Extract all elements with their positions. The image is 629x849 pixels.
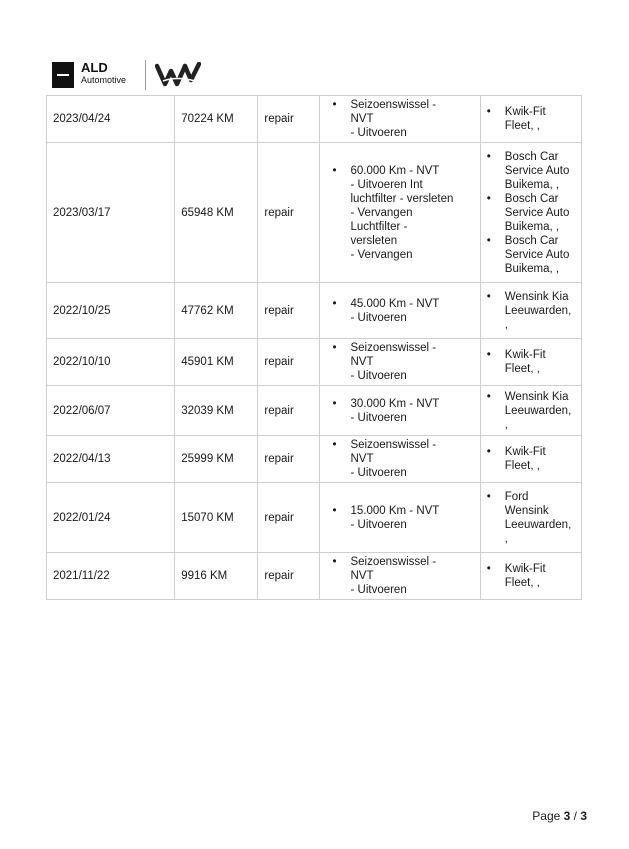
page-separator: / xyxy=(573,809,581,823)
type-cell: repair xyxy=(258,96,320,143)
garage-line: Service Auto xyxy=(504,206,570,219)
type-cell: repair xyxy=(258,339,320,386)
garage-item xyxy=(485,562,577,590)
work-line: - Vervangen xyxy=(350,248,413,261)
table-row xyxy=(47,143,582,283)
work-line: NVT xyxy=(350,570,374,582)
work-line: - Vervangen xyxy=(350,206,413,219)
work-line: luchtfilter - versleten xyxy=(350,192,454,205)
garage-line: • Ford xyxy=(504,490,529,503)
garage-line: • Bosch Car xyxy=(504,234,559,247)
work-cell xyxy=(320,553,480,600)
service-history-table xyxy=(46,95,582,600)
garage-line: Leeuwarden, xyxy=(504,304,572,317)
work-line: - Uitvoeren xyxy=(350,127,407,139)
garage-cell xyxy=(480,143,581,283)
garage-cell xyxy=(480,96,581,143)
type-cell: repair xyxy=(258,283,320,339)
work-line: - Uitvoeren xyxy=(350,411,407,424)
garage-item xyxy=(485,105,577,133)
date-cell: 2022/01/24 xyxy=(47,483,175,553)
garage-line: Leeuwarden, xyxy=(504,404,572,417)
work-item xyxy=(330,504,473,532)
work-cell xyxy=(320,96,480,143)
work-list xyxy=(330,164,473,262)
brand-subtitle: Automotive xyxy=(81,75,127,85)
garage-item xyxy=(485,390,577,432)
date-cell: 2022/06/07 xyxy=(47,386,175,436)
work-item xyxy=(330,438,473,480)
table-row xyxy=(47,553,582,600)
garage-line: • Kwik-Fit xyxy=(504,349,546,361)
work-line: • Seizoenswissel - xyxy=(350,342,437,354)
work-line: • Seizoenswissel - xyxy=(350,439,437,451)
type-cell: repair xyxy=(258,143,320,283)
page-total: 3 xyxy=(580,809,587,823)
date-cell: 2023/04/24 xyxy=(47,96,175,143)
type-cell: repair xyxy=(258,553,320,600)
garage-list xyxy=(485,348,577,376)
garage-list xyxy=(485,490,577,546)
garage-item xyxy=(485,234,577,276)
work-item xyxy=(330,555,473,597)
garage-line: Buikema, , xyxy=(504,220,560,233)
garage-line: Fleet, , xyxy=(504,120,540,132)
mileage-cell: 47762 KM xyxy=(175,283,258,339)
work-line: • 60.000 Km - NVT xyxy=(350,164,440,177)
garage-list xyxy=(485,290,577,332)
page-current: 3 xyxy=(563,809,574,823)
table-row xyxy=(47,339,582,386)
garage-line: • Bosch Car xyxy=(504,150,559,163)
type-cell: repair xyxy=(258,436,320,483)
date-cell: 2022/10/25 xyxy=(47,283,175,339)
brand-name: ALD xyxy=(81,60,108,75)
page-label: Page xyxy=(532,809,564,823)
garage-line: • Kwik-Fit xyxy=(504,446,546,458)
work-cell xyxy=(320,283,480,339)
work-line: • 30.000 Km - NVT xyxy=(350,397,440,410)
mileage-cell: 45901 KM xyxy=(175,339,258,386)
table-row xyxy=(47,436,582,483)
garage-line: Service Auto xyxy=(504,248,570,261)
work-line: - Uitvoeren xyxy=(350,311,407,324)
work-cell xyxy=(320,436,480,483)
garage-cell xyxy=(480,483,581,553)
garage-line: Fleet, , xyxy=(504,577,540,589)
date-cell: 2022/04/13 xyxy=(47,436,175,483)
garage-item xyxy=(485,192,577,234)
work-item xyxy=(330,397,473,425)
garage-line: • Kwik-Fit xyxy=(504,563,546,575)
date-cell: 2023/03/17 xyxy=(47,143,175,283)
garage-line: Buikema, , xyxy=(504,178,560,191)
garage-cell xyxy=(480,386,581,436)
work-line: NVT xyxy=(350,453,374,465)
mileage-cell: 32039 KM xyxy=(175,386,258,436)
mileage-cell: 70224 KM xyxy=(175,96,258,143)
garage-line: , xyxy=(504,418,508,431)
garage-list xyxy=(485,105,577,133)
work-cell xyxy=(320,339,480,386)
work-item xyxy=(330,341,473,383)
work-list xyxy=(330,555,473,597)
logo-divider xyxy=(145,60,146,90)
garage-list xyxy=(485,445,577,473)
work-list xyxy=(330,98,473,140)
work-cell xyxy=(320,386,480,436)
work-line: - Uitvoeren xyxy=(350,370,407,382)
garage-list xyxy=(485,390,577,432)
date-cell: 2021/11/22 xyxy=(47,553,175,600)
work-line: - Uitvoeren Int xyxy=(350,178,423,191)
garage-line: Fleet, , xyxy=(504,460,540,472)
work-item xyxy=(330,297,473,325)
partner-logo-icon xyxy=(155,62,201,88)
ald-logo-icon xyxy=(52,62,74,88)
garage-cell xyxy=(480,339,581,386)
table-row xyxy=(47,283,582,339)
work-item xyxy=(330,98,473,140)
work-list xyxy=(330,397,473,425)
table-row xyxy=(47,483,582,553)
mileage-cell: 65948 KM xyxy=(175,143,258,283)
garage-item xyxy=(485,290,577,332)
table-row xyxy=(47,386,582,436)
work-list xyxy=(330,504,473,532)
garage-line: Service Auto xyxy=(504,164,570,177)
garage-cell xyxy=(480,283,581,339)
work-list xyxy=(330,438,473,480)
work-line: - Uitvoeren xyxy=(350,518,407,531)
garage-line: • Bosch Car xyxy=(504,192,559,205)
garage-list xyxy=(485,150,577,276)
work-line: - Uitvoeren xyxy=(350,467,407,479)
garage-item xyxy=(485,150,577,192)
mileage-cell: 25999 KM xyxy=(175,436,258,483)
mileage-cell: 9916 KM xyxy=(175,553,258,600)
work-line: • Seizoenswissel - xyxy=(350,99,437,111)
garage-list xyxy=(485,562,577,590)
work-item xyxy=(330,164,473,262)
garage-line: , xyxy=(504,532,508,545)
garage-cell xyxy=(480,436,581,483)
garage-line: • Kwik-Fit xyxy=(504,106,546,118)
garage-line: Fleet, , xyxy=(504,363,540,375)
garage-item xyxy=(485,445,577,473)
table-row xyxy=(47,96,582,143)
work-line: Luchtfilter - xyxy=(350,220,408,233)
type-cell: repair xyxy=(258,483,320,553)
work-list xyxy=(330,341,473,383)
garage-line: • Wensink Kia xyxy=(504,390,569,403)
work-line: NVT xyxy=(350,356,374,368)
work-list xyxy=(330,297,473,325)
garage-line: • Wensink Kia xyxy=(504,290,569,303)
work-line: NVT xyxy=(350,113,374,125)
work-line: versleten xyxy=(350,234,398,247)
work-line: • 15.000 Km - NVT xyxy=(350,504,440,517)
garage-line: , xyxy=(504,318,508,331)
page-footer xyxy=(532,809,587,823)
work-line: • Seizoenswissel - xyxy=(350,556,437,568)
work-line: - Uitvoeren xyxy=(350,584,407,596)
work-line: • 45.000 Km - NVT xyxy=(350,297,440,310)
work-cell xyxy=(320,483,480,553)
mileage-cell: 15070 KM xyxy=(175,483,258,553)
garage-line: Buikema, , xyxy=(504,262,560,275)
garage-line: Leeuwarden, xyxy=(504,518,572,531)
garage-item xyxy=(485,348,577,376)
garage-cell xyxy=(480,553,581,600)
type-cell: repair xyxy=(258,386,320,436)
garage-line: Wensink xyxy=(504,504,549,517)
garage-item xyxy=(485,490,577,546)
date-cell: 2022/10/10 xyxy=(47,339,175,386)
work-cell xyxy=(320,143,480,283)
